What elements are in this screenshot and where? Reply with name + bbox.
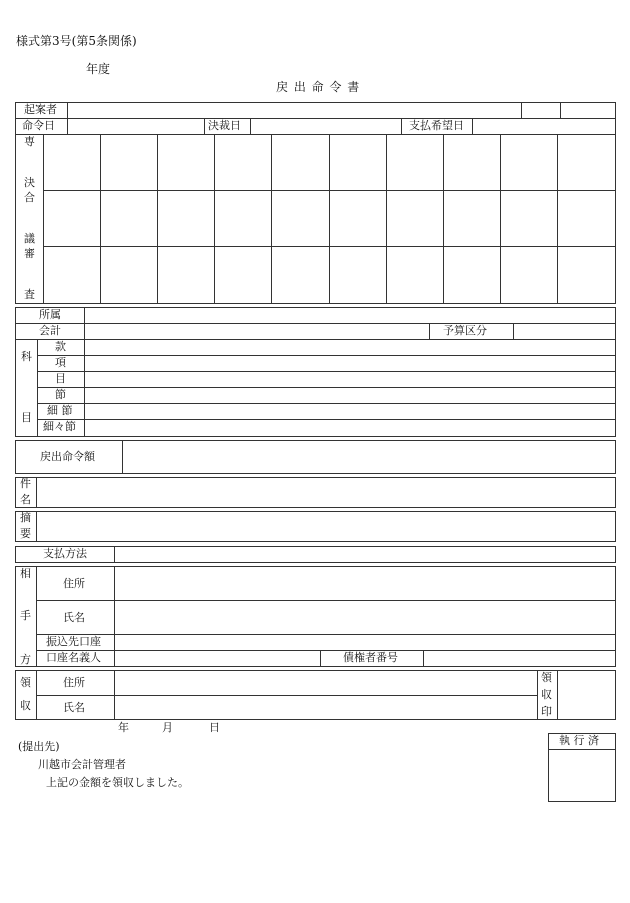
subject-mei-label: 名 [20,493,31,506]
order-date-field[interactable] [68,119,203,133]
saisaisetsu-field[interactable] [85,420,615,436]
payment-method-label: 支払方法 [43,547,87,560]
receipt-name-label: 氏名 [63,701,85,714]
counterparty-address-label: 住所 [63,577,85,590]
amount-label: 戻出命令額 [40,450,95,463]
receipt-seal-3-label: 印 [541,705,552,718]
accounting-field[interactable] [85,324,428,338]
kan-label: 款 [55,340,66,353]
summary-you-label: 要 [20,527,31,540]
setsu-field[interactable] [85,388,615,402]
decision-date-field[interactable] [251,119,400,133]
saisetsu-label: 細 節 [47,404,73,417]
receipt-address-field[interactable] [115,671,536,694]
counterparty-ai-label: 相 [20,567,31,580]
approval-gi-label: 議 [24,232,35,245]
kamoku-moku-label: 目 [21,411,32,424]
date-month-label: 月 [162,721,173,734]
setsu-label: 節 [55,388,66,401]
counterparty-name-field[interactable] [115,601,615,633]
affiliation-label: 所属 [39,308,61,321]
drafter-extra-field-2[interactable] [561,103,615,117]
fiscal-year-label: 年度 [86,62,111,76]
approval-ketsu-label: 決 [24,176,35,189]
decision-date-label: 決裁日 [208,119,241,132]
date-year-label: 年 [118,721,129,734]
moku-field[interactable] [85,372,615,386]
submission-statement: 上記の金額を領収しました。 [46,776,189,789]
kamoku-ka-label: 科 [21,350,32,363]
receipt-address-label: 住所 [63,676,85,689]
submission-addressee: 川越市会計管理者 [38,758,126,771]
account-holder-field[interactable] [115,651,319,666]
kou-field[interactable] [85,356,615,370]
executed-stamp-field[interactable] [549,750,615,801]
counterparty-address-field[interactable] [115,567,615,599]
subject-ken-label: 件 [20,477,31,490]
subject-field[interactable] [37,478,615,507]
drafter-label: 起案者 [24,103,57,116]
counterparty-kata-label: 方 [20,653,31,666]
kou-label: 項 [55,356,66,369]
approval-sa-label: 査 [24,288,35,301]
executed-label: 執 行 済 [559,734,599,747]
approval-shin-label: 審 [24,247,35,260]
date-day-label: 日 [209,721,220,734]
counterparty-te-label: 手 [20,609,31,622]
amount-field[interactable] [123,441,615,473]
receipt-ryou-label: 領 [20,676,31,689]
creditor-number-field[interactable] [424,651,615,666]
submission-to-label: (提出先) [18,740,60,753]
budget-category-label: 予算区分 [443,324,487,337]
receipt-shuu-label: 収 [20,699,31,712]
order-date-label: 命令日 [22,119,55,132]
payment-request-date-label: 支払希望日 [409,119,464,132]
transfer-account-field[interactable] [115,635,615,649]
drafter-extra-field-1[interactable] [522,103,559,117]
saisaisetsu-label: 細々節 [43,420,76,433]
approval-gou-label: 合 [24,191,35,204]
account-holder-label: 口座名義人 [46,651,101,664]
approval-sen-label: 専 [24,135,35,148]
moku-label: 目 [55,372,66,385]
counterparty-name-label: 氏名 [63,611,85,624]
receipt-seal-1-label: 領 [541,671,552,684]
budget-category-field[interactable] [514,324,615,338]
kan-field[interactable] [85,340,615,354]
payment-request-date-field[interactable] [473,119,615,133]
receipt-seal-2-label: 収 [541,688,552,701]
drafter-field[interactable] [68,103,520,117]
receipt-seal-field[interactable] [558,671,615,719]
summary-teki-label: 摘 [20,511,31,524]
receipt-name-field[interactable] [115,696,536,719]
page-title: 戻 出 命 令 書 [276,80,361,94]
affiliation-field[interactable] [85,308,615,322]
summary-field[interactable] [37,512,615,541]
accounting-label: 会計 [39,324,61,337]
form-number: 様式第3号(第5条関係) [16,34,137,48]
saisetsu-field[interactable] [85,404,615,418]
payment-method-field[interactable] [115,547,615,562]
transfer-account-label: 振込先口座 [46,635,101,648]
creditor-number-label: 債権者番号 [343,651,398,664]
